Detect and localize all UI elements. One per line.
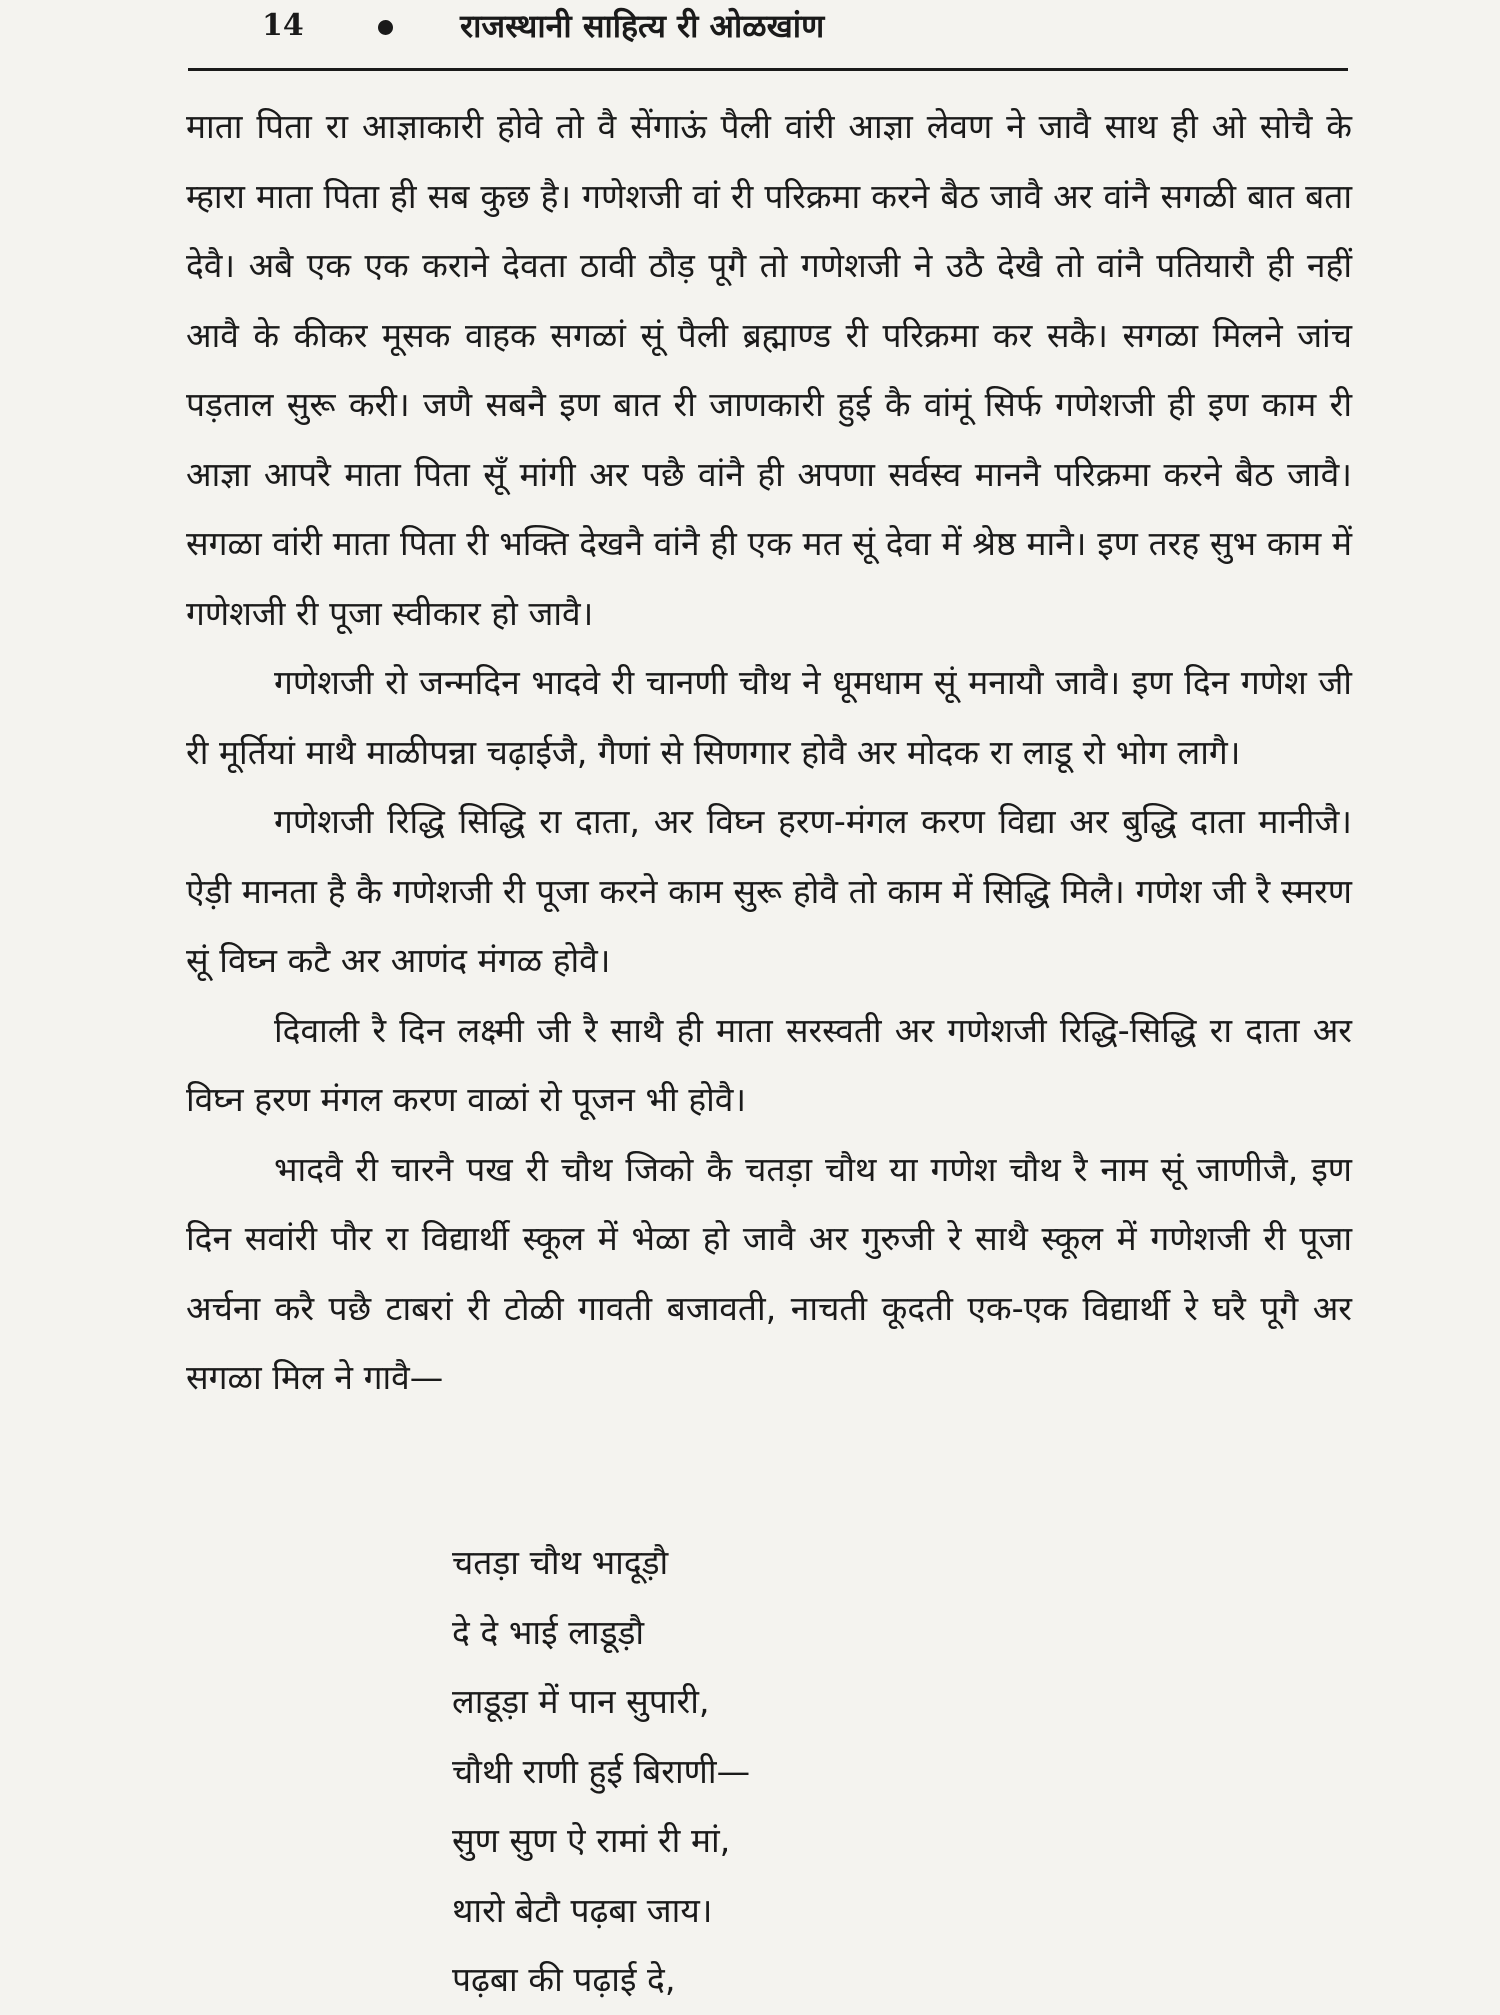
page-number: 14 xyxy=(262,8,304,43)
verse-line: चौथी राणी हुई बिराणी— xyxy=(452,1751,751,1791)
verse-line: चतड़ा चौथ भादूड़ौ xyxy=(452,1543,669,1582)
verse-line: सुण सुण ऐ रामां री मां, xyxy=(452,1821,731,1860)
verse-line: दे दे भाई लाडूड़ौ xyxy=(452,1612,645,1652)
paragraph: भादवै री चारनै पख री चौथ जिको कै चतड़ा चौथ या गणेश चौथ रै नाम सूं जाणीजै, इण दिन सवांरी पौर रा विद्यार्थी स्कूल में भेळा हो जावै अर गुरुजी रे साथै स्कूल में गणेशजी री पूजा अर्चना करै पछै टाबरां री टोळी गावती बजावती, नाचती कूदती एक-एक विद्यार्थी रे घरै पूगै अर सगळा मिल ने गावै— xyxy=(186,1149,1352,1397)
header-rule xyxy=(188,68,1348,71)
song-verse xyxy=(452,1528,750,2015)
paragraph: दिवाली रै दिन लक्ष्मी जी रै साथै ही माता सरस्वती अर गणेशजी रिद्धि-सिद्धि रा दाता अर विघ्न हरण मंगल करण वाळां रो पूजन भी होवै। xyxy=(186,1010,1352,1119)
verse-line: लाडूड़ा में पान सुपारी, xyxy=(452,1682,710,1721)
paragraph: गणेशजी रिद्धि सिद्धि रा दाता, अर विघ्न हरण-मंगल करण विद्या अर बुद्धि दाता मानीजै। ऐड़ी मानता है कै गणेशजी री पूजा करने काम सुरू होवै तो काम में सिद्धि मिलै। गणेश जी रै स्मरण सूं विघ्न कटै अर आणंद मंगळ होवै। xyxy=(186,802,1352,980)
verse-line: पढ़बा की पढ़ाई दे, xyxy=(452,1960,676,1999)
verse-line: थारो बेटौ पढ़बा जाय। xyxy=(452,1890,713,1930)
body-text xyxy=(186,92,1352,1413)
paragraph: माता पिता रा आज्ञाकारी होवे तो वै सेंगाऊं पैली वांरी आज्ञा लेवण ने जावै साथ ही ओ सोचै के म्हारा माता पिता ही सब कुछ है। गणेशजी वां री परिक्रमा करने बैठ जावै अर वांनै सगळी बात बता देवै। अबै एक एक कराने देवता ठावी ठौड़ पूगै तो गणेशजी ने उठै देखै तो वांनै पतियारौ ही नहीं आवै के कीकर मूसक वाहक सगळां सूं पैली ब्रह्माण्ड री परिक्रमा कर सकै। सगळा मिलने जांच पड़ताल सुरू करी। जणै सबनै इण बात री जाणकारी हुई कै वांमूं सिर्फ गणेशजी ही इण काम री आज्ञा आपरै माता पिता सूँ मांगी अर पछै वांनै ही अपणा सर्वस्व माननै परिक्रमा करने बैठ जावै। सगळा वांरी माता पिता री भक्ति देखनै वांनै ही एक मत सूं देवा में श्रेष्ठ मानै। इण तरह सुभ काम में गणेशजी री पूजा स्वीकार हो जावै। xyxy=(186,107,1352,633)
paragraph: गणेशजी रो जन्मदिन भादवे री चानणी चौथ ने धूमधाम सूं मनायौ जावै। इण दिन गणेश जी री मूर्तियां माथै माळीपन्ना चढ़ाईजै, गैणां से सिणगार होवै अर मोदक रा लाडू रो भोग लागै। xyxy=(186,663,1352,772)
bullet-icon xyxy=(378,20,393,35)
running-title: राजस्थानी साहित्य री ओळखांण xyxy=(460,7,825,45)
